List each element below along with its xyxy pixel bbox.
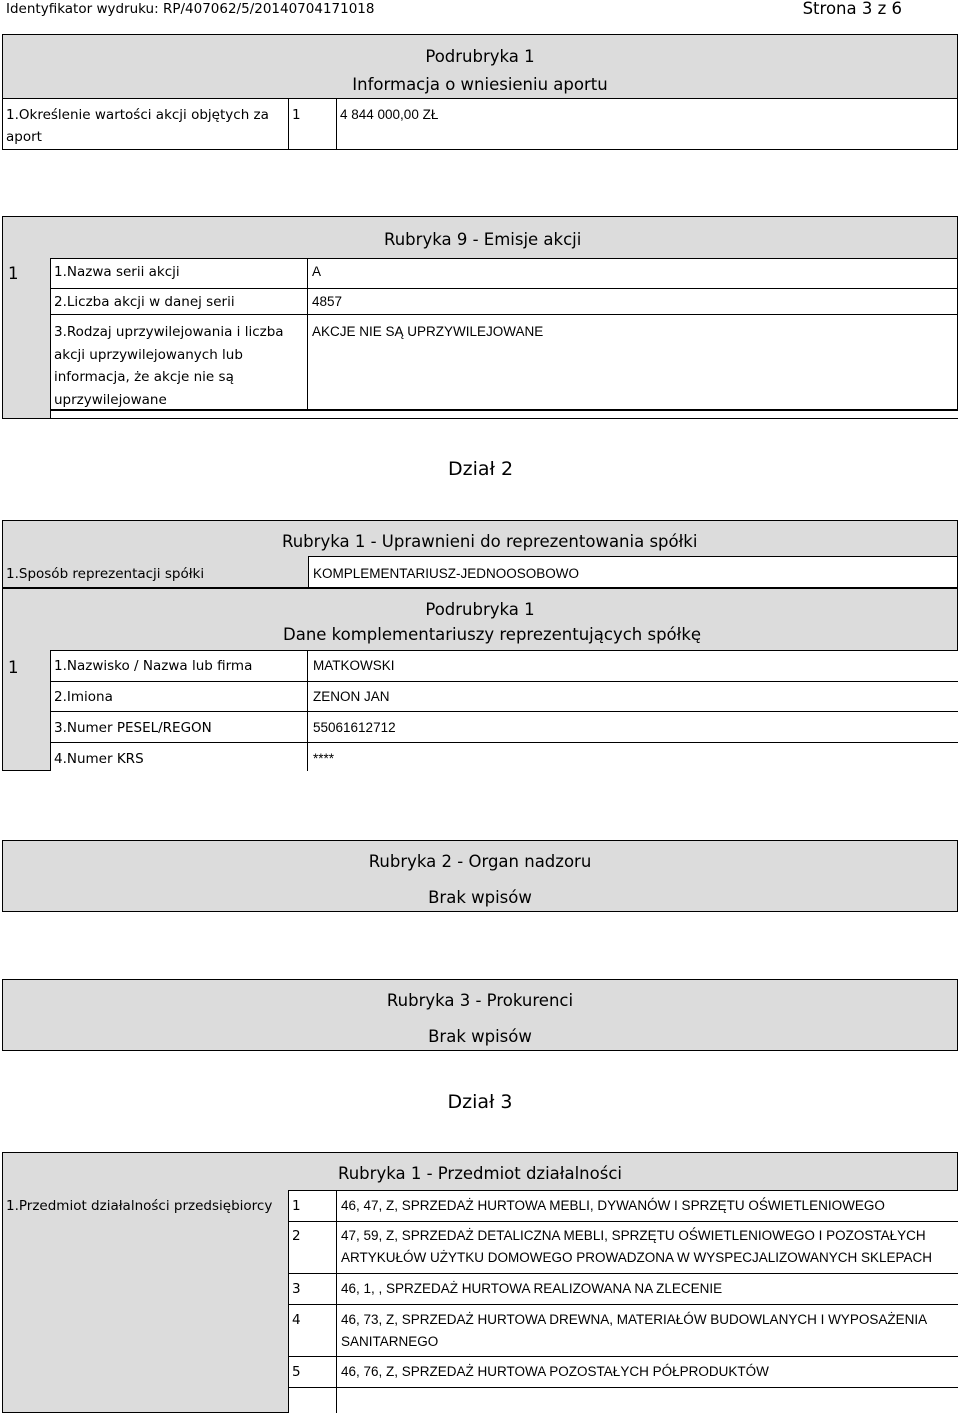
page-number: Strona 3 z 6 [802, 0, 902, 18]
przedmiot-item2-text-2: ARTYKUŁÓW UŻYTKU DOMOWEGO PROWADZONA W WYSPECJALIZOWANYCH SKLEPACH [341, 1250, 933, 1265]
rubryka2-title: Rubryka 2 - Organ nadzoru [368, 852, 592, 871]
sposob-value: KOMPLEMENTARIUSZ-JEDNOOSOBOWO [313, 566, 580, 581]
rubryka9-row2-value: 4857 [312, 294, 343, 309]
przedmiot-item4-text-1: 46, 73, Z, SPRZEDAŻ HURTOWA DREWNA, MATERIAŁÓW BUDOWLANYCH I WYPOSAŻENIA [341, 1312, 928, 1327]
przedmiot-item5-num: 5 [292, 1364, 301, 1380]
rubryka9-index: 1 [8, 264, 19, 283]
komp-row4-value: **** [313, 751, 335, 766]
rubryka2-empty: Brak wpisów [428, 888, 532, 907]
rubryka3-title: Rubryka 3 - Prokurenci [386, 991, 574, 1010]
komp-row4-label: 4.Numer KRS [54, 751, 144, 767]
rubryka9-row1-label: 1.Nazwa serii akcji [54, 264, 180, 280]
przedmiot-item4-text-2: SANITARNEGO [341, 1334, 439, 1349]
rubryka3-empty: Brak wpisów [428, 1027, 532, 1046]
przedmiot-item1-num: 1 [292, 1198, 301, 1214]
przedmiot-item5-text: 46, 76, Z, SPRZEDAŻ HURTOWA POZOSTAŁYCH PÓŁPRODUKTÓW [341, 1364, 769, 1379]
komp-row2-value: ZENON JAN [313, 689, 390, 704]
przedmiot-item1-text: 46, 47, Z, SPRZEDAŻ HURTOWA MEBLI, DYWANÓW I SPRZĘTU OŚWIETLENIOWEGO [341, 1198, 885, 1213]
rubryka9-row3-label: 3.Rodzaj uprzywilejowania i liczba akcji uprzywilejowanych lub informacja, że akcje nie są uprzywilejowane [54, 324, 284, 408]
komp-row1-label: 1.Nazwisko / Nazwa lub firma [54, 658, 253, 674]
sub1-index: 1 [292, 107, 301, 123]
komp-row1-value: MATKOWSKI [313, 658, 395, 673]
sposob-label: 1.Sposób reprezentacji spółki [6, 566, 205, 582]
przedmiot-item3-text: 46, 1, , SPRZEDAŻ HURTOWA REALIZOWANA NA ZLECENIE [341, 1281, 723, 1296]
sub1-value: 4 844 000,00 ZŁ [340, 107, 439, 122]
komp-row3-label: 3.Numer PESEL/REGON [54, 720, 212, 736]
dzial2-sub-title: Podrubryka 1 [425, 600, 535, 619]
sub1-label-1: 1.Określenie wartości akcji objętych za [6, 107, 269, 123]
dzial3-title: Dział 3 [447, 1091, 513, 1113]
rubryka9-row1-value: A [312, 264, 322, 279]
print-identifier: Identyfikator wydruku: RP/407062/5/20140704171018 [6, 1, 375, 17]
komp-row2-label: 2.Imiona [54, 689, 113, 705]
sub1-label-2: aport [6, 129, 42, 145]
rubryka9-row3-value-text: AKCJE NIE SĄ UPRZYWILEJOWANE [312, 324, 544, 339]
rubryka9-title: Rubryka 9 - Emisje akcji [384, 230, 582, 249]
dzial2-rubryka1-title: Rubryka 1 - Uprawnieni do reprezentowania spółki [282, 532, 698, 551]
sub1-subtitle: Informacja o wniesieniu aportu [352, 75, 608, 94]
sub1-title: Podrubryka 1 [425, 47, 535, 66]
przedmiot-item3-num: 3 [292, 1281, 301, 1297]
dzial2-sub-subtitle: Dane komplementariuszy reprezentujących spółkę [283, 625, 702, 644]
komp-row3-value: 55061612712 [313, 720, 396, 735]
dzial3-rubryka1-title: Rubryka 1 - Przedmiot działalności [338, 1164, 622, 1183]
dzial2-sub-index: 1 [8, 658, 19, 677]
dzial2-title: Dział 2 [448, 458, 514, 480]
przedmiot-label: 1.Przedmiot działalności przedsiębiorcy [6, 1198, 273, 1214]
przedmiot-item2-text-1: 47, 59, Z, SPRZEDAŻ DETALICZNA MEBLI, SPRZĘTU OŚWIETLENIOWEGO I POZOSTAŁYCH [341, 1228, 926, 1243]
przedmiot-item2-num: 2 [292, 1228, 301, 1244]
przedmiot-item4-num: 4 [292, 1312, 301, 1328]
rubryka9-row2-label: 2.Liczba akcji w danej serii [54, 294, 235, 310]
